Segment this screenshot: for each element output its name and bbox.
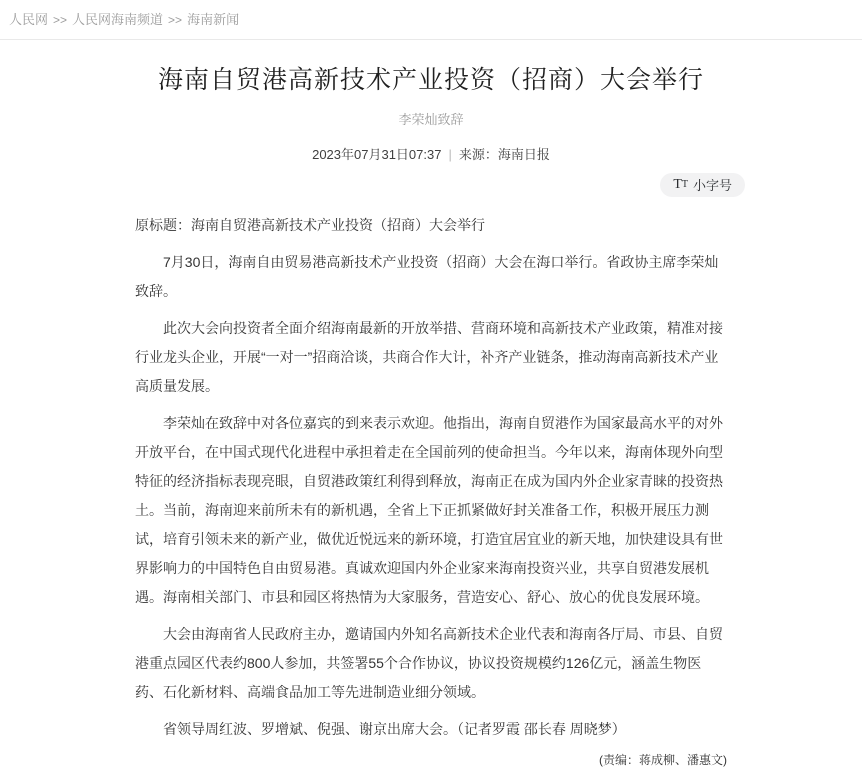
original-title-text: 海南自贸港高新技术产业投资（招商）大会举行 [191,216,485,233]
article-paragraph: 此次大会向投资者全面介绍海南最新的开放举措、营商环境和高新技术产业政策，精准对接行业龙头企业，开展“一对一”招商洽谈，共商合作大计，补齐产业链条，推动海南高新技术产业高质量发展。 [135,319,723,394]
meta-divider: | [448,146,452,162]
font-size-icon: T [673,176,682,192]
publish-date: 2023年07月31日07:37 [312,146,442,162]
article-paragraphs [135,248,727,744]
breadcrumb-link-home[interactable]: 人民网 [9,12,49,27]
breadcrumb [0,0,862,40]
font-size-icon-small: T [681,178,688,190]
article-paragraph: 省领导周红波、罗增斌、倪强、谢京出席大会。（记者罗霞 邵长春 周晓梦） [163,720,626,737]
article-body [135,211,727,744]
font-size-label: 小字号 [692,178,732,193]
breadcrumb-link-hainan-channel[interactable]: 人民网海南频道 [72,12,164,27]
article-paragraph: 大会由海南省人民政府主办，邀请国内外知名高新技术企业代表和海南各厅局、市县、自贸港重点园区代表约800人参加，共签署55个合作协议，协议投资规模约126亿元，涵盖生物医药、石化新材料、高端食品加工等先进制造业细分领域。 [135,625,723,700]
original-title-label: 原标题： [135,216,191,233]
article-paragraph: 7月30日，海南自由贸易港高新技术产业投资（招商）大会在海口举行。省政协主席李荣灿致辞。 [135,253,719,299]
page-title: 海南自贸港高新技术产业投资（招商）大会举行 [157,66,704,94]
editor-credit: (责编：蒋成柳、潘惠文) [599,752,727,767]
source-name: 海南日报 [497,146,550,162]
breadcrumb-separator: >> [53,13,68,27]
font-size-button[interactable] [660,173,745,197]
source-label: 来源： [458,146,498,162]
article-meta [135,144,727,163]
article-paragraph: 李荣灿在致辞中对各位嘉宾的到来表示欢迎。他指出，海南自贸港作为国家最高水平的对外开放平台，在中国式现代化进程中承担着走在全国前列的使命担当。今年以来，海南体现外向型特征的经济指标表现亮眼，自贸港政策红利得到释放，海南正在成为国内外企业家青睐的投资热土。当前，海南迎来前所未有的新机遇，全省上下正抓紧做好封关准备工作，积极开展压力测试，培育引领未来的新产业，做优近悦远来的新环境，打造宜居宜业的新天地，加快建设具有世界影响力的中国特色自由贸易港。真诚欢迎国内外企业家来海南投资兴业，共享自贸港发展机遇。海南相关部门、市县和园区将热情为大家服务，营造安心、舒心、放心的优良发展环境。 [135,414,723,605]
article-subtitle: 李荣灿致辞 [398,111,464,127]
article-container [135,64,732,768]
breadcrumb-separator: >> [168,13,183,27]
article-toolbar [135,173,745,197]
original-title-line [135,211,727,240]
breadcrumb-link-hainan-news[interactable]: 海南新闻 [187,12,240,27]
